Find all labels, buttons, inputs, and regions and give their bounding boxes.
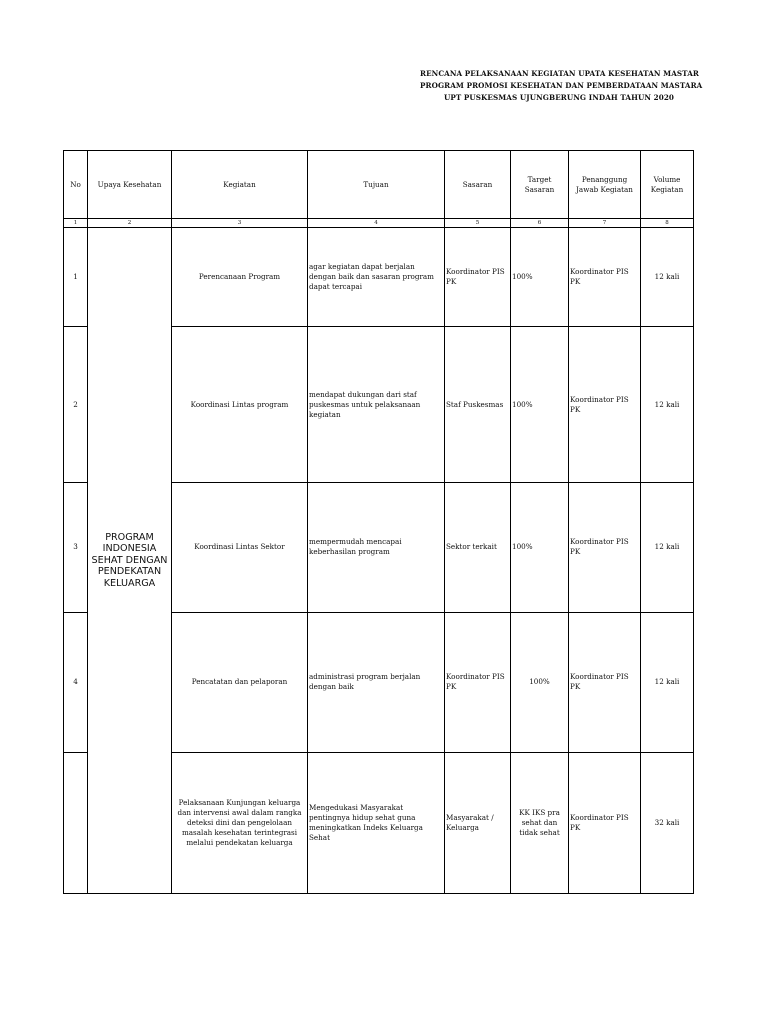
sasaran-cell: Koordinator PIS PK [445, 228, 511, 327]
column-number: 2 [88, 219, 172, 228]
tujuan-cell: mempermudah mencapai keberhasilan program [308, 483, 445, 612]
column-header-sasaran: Sasaran [445, 151, 511, 219]
table-row [64, 228, 694, 327]
target-cell: 100% [511, 327, 569, 483]
column-number: 3 [172, 219, 308, 228]
penanggung-cell: Koordinator PIS PK [569, 228, 641, 327]
tujuan-cell: mendapat dukungan dari staf puskesmas untuk pelaksanaan kegiatan [308, 327, 445, 483]
row-no: 3 [64, 483, 88, 612]
target-cell: 100% [511, 483, 569, 612]
sasaran-cell: Staf Puskesmas [445, 327, 511, 483]
kegiatan-cell: Koordinasi Lintas program [172, 327, 308, 483]
volume-cell: 12 kali [641, 483, 694, 612]
penanggung-cell: Koordinator PIS PK [569, 752, 641, 893]
sasaran-cell: Sektor terkait [445, 483, 511, 612]
column-header-upaya: Upaya Kesehatan [88, 151, 172, 219]
penanggung-cell: Koordinator PIS PK [569, 612, 641, 752]
penanggung-cell: Koordinator PIS PK [569, 483, 641, 612]
tujuan-cell: Mengedukasi Masyarakat pentingnya hidup sehat guna meningkatkan Indeks Keluarga Sehat [308, 752, 445, 893]
kegiatan-cell: Pelaksanaan Kunjungan keluarga dan intervensi awal dalam rangka deteksi dini dan pengelolaan masalah kesehatan terintegrasi melalui pendekatan keluarga [172, 752, 308, 893]
column-number: 1 [64, 219, 88, 228]
document-title [420, 68, 703, 104]
row-no: 1 [64, 228, 88, 327]
column-header-penanggung: Penanggung Jawab Kegiatan [569, 151, 641, 219]
row-no: 2 [64, 327, 88, 483]
column-number-row [64, 219, 694, 228]
sasaran-cell: Masyarakat / Keluarga [445, 752, 511, 893]
column-number: 8 [641, 219, 694, 228]
column-header-target: Target Sasaran [511, 151, 569, 219]
title-line-3: UPT PUSKESMAS UJUNGBERUNG INDAH TAHUN 2020 [443, 93, 675, 102]
kegiatan-cell: Pencatatan dan pelaporan [172, 612, 308, 752]
target-cell: 100% [511, 228, 569, 327]
volume-cell: 12 kali [641, 612, 694, 752]
header-row [64, 151, 694, 219]
row-no [64, 752, 88, 893]
column-number: 5 [445, 219, 511, 228]
column-header-kegiatan: Kegiatan [172, 151, 308, 219]
volume-cell: 12 kali [641, 327, 694, 483]
column-number: 4 [308, 219, 445, 228]
column-header-volume: Volume Kegiatan [641, 151, 694, 219]
column-number: 7 [569, 219, 641, 228]
kegiatan-cell: Perencanaan Program [172, 228, 308, 327]
column-header-no: No [64, 151, 88, 219]
volume-cell: 32 kali [641, 752, 694, 893]
column-header-tujuan: Tujuan [308, 151, 445, 219]
target-cell: 100% [511, 612, 569, 752]
tujuan-cell: agar kegiatan dapat berjalan dengan baik dan sasaran program dapat tercapai [308, 228, 445, 327]
title-line-1: RENCANA PELAKSANAAN KEGIATAN UPATA KESEHATAN MASTAR [420, 69, 699, 78]
program-group-label: PROGRAM INDONESIA SEHAT DENGAN PENDEKATAN KELUARGA [88, 228, 172, 894]
kegiatan-cell: Koordinasi Lintas Sektor [172, 483, 308, 612]
tujuan-cell: administrasi program berjalan dengan baik [308, 612, 445, 752]
row-no: 4 [64, 612, 88, 752]
column-number: 6 [511, 219, 569, 228]
activity-plan-table [63, 150, 694, 894]
volume-cell: 12 kali [641, 228, 694, 327]
penanggung-cell: Koordinator PIS PK [569, 327, 641, 483]
sasaran-cell: Koordinator PIS PK [445, 612, 511, 752]
title-line-2: PROGRAM PROMOSI KESEHATAN DAN PEMBERDATAAN MASTARA [420, 81, 703, 90]
target-cell: KK IKS pra sehat dan tidak sehat [511, 752, 569, 893]
